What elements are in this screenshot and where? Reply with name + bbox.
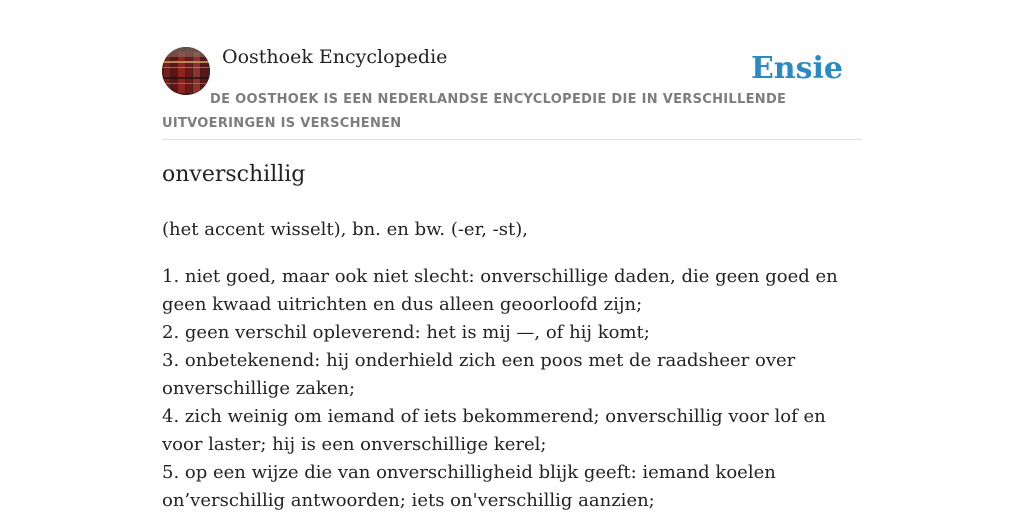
page-container — [162, 0, 862, 511]
ensie-brand-logo[interactable]: Ensie — [750, 51, 843, 86]
definition-item: 2. geen verschil opleverend: het is mij —, of hij komt; — [162, 322, 650, 343]
definition-item: 4. zich weinig om iemand of iets bekommerend; onverschillig voor lof en voor laster; hij is een onverschillige kerel; — [162, 406, 826, 455]
site-header — [162, 0, 862, 140]
definition-list — [162, 263, 868, 512]
site-tagline: DE OOSTHOEK IS EEN NEDERLANDSE ENCYCLOPEDIE DIE IN VERSCHILLENDE UITVOERINGEN IS VERSCHENEN — [162, 92, 787, 131]
site-title-link[interactable]: Oosthoek Encyclopedie — [222, 46, 448, 68]
entry-grammar: (het accent wisselt), bn. en bw. (-er, -st), — [162, 219, 528, 240]
definition-item: 5. op een wijze die van onverschilligheid blijk geeft: iemand koelen on’verschillig antwoorden; iets on'verschillig aanzien; — [162, 462, 776, 511]
entry-title: onverschillig — [162, 162, 306, 187]
definition-item: 1. niet goed, maar ook niet slecht: onverschillige daden, die geen goed en geen kwaad uitrichten en dus alleen geoorloofd zijn; — [162, 266, 838, 315]
definition-item: 3. onbetekenend: hij onderhield zich een poos met de raadsheer over onverschillige zaken; — [162, 350, 796, 399]
